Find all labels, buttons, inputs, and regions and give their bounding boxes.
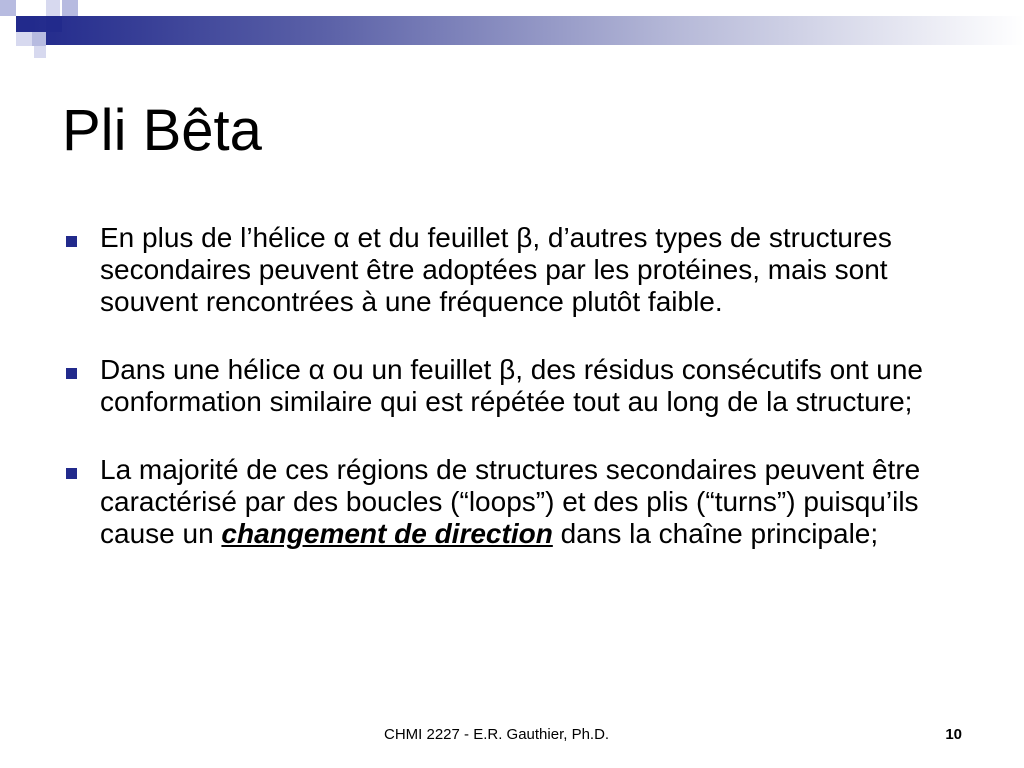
bullet-text: La majorité de ces régions de structures secondaires peuvent être caractérisé par des boucles (“loops”) et des plis (“turns”) puisqu’ils cause un: [100, 454, 921, 549]
footer-text: CHMI 2227 - E.R. Gauthier, Ph.D.: [384, 726, 610, 743]
bullet-emphasis: changement de direction: [221, 518, 553, 549]
header-square-light: [62, 0, 78, 16]
header-gradient-bar: [32, 16, 1024, 45]
header-square-pale: [34, 46, 46, 58]
bullet-item: [62, 354, 967, 418]
header-square-dark: [46, 16, 62, 32]
square-bullet-icon: [66, 468, 77, 479]
slide-title: Pli Bêta: [62, 98, 262, 163]
square-bullet-icon: [66, 368, 77, 379]
bullet-text: En plus de l’hélice α et du feuillet β, d’autres types de structures secondaires peuvent être adoptées par les protéines, mais sont souvent rencontrées à une fréquence plutôt faible.: [100, 222, 892, 317]
header-square-pale: [16, 32, 32, 46]
bullet-list: [62, 222, 967, 550]
header-square-pale: [46, 0, 60, 16]
page-number: 10: [945, 726, 962, 743]
header-decoration: [0, 0, 1024, 62]
bullet-item: [62, 454, 967, 550]
header-square-light: [0, 0, 16, 16]
bullet-item: [62, 222, 967, 318]
header-square-light: [32, 32, 46, 46]
header-square-dark: [16, 16, 32, 32]
bullet-text-continued: dans la chaîne principale;: [552, 518, 879, 549]
bullet-text: Dans une hélice α ou un feuillet β, des résidus consécutifs ont une conformation similaire qui est répétée tout au long de la structure;: [100, 354, 924, 417]
square-bullet-icon: [66, 236, 77, 247]
